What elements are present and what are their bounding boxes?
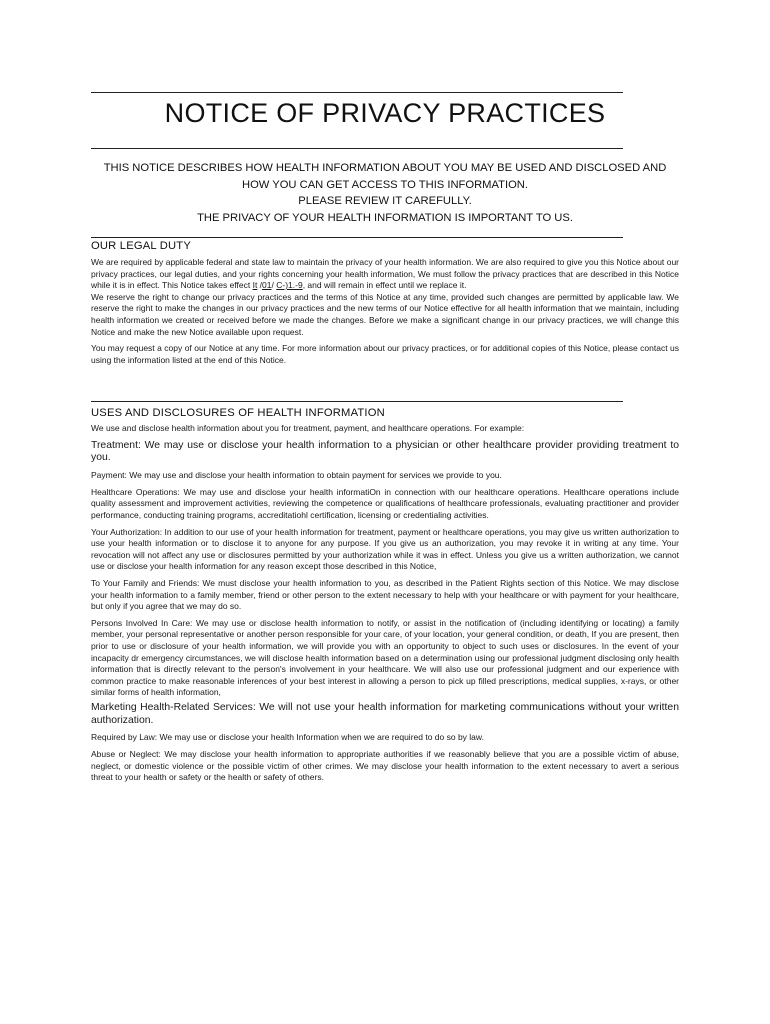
date-separator: /: [257, 280, 263, 291]
effective-date-part-3: C-)1.-9: [276, 280, 303, 291]
intro-line-1: THIS NOTICE DESCRIBES HOW HEALTH INFORMATION ABOUT YOU MAY BE USED AND DISCLOSED AND: [103, 162, 667, 174]
payment-paragraph: Payment: We may use and disclose your health information to obtain payment for services we provide to you.: [91, 470, 502, 481]
legal-duty-paragraph-2: We reserve the right to change our privacy practices and the terms of this Notice at any time, provided such changes are permitted by applicable law. We reserve the right to make the changes in our privacy practices and the new terms of our Notice effective for all health information that we maintain, including health information we created or received before we made the changes. Before we make a significant change in our privacy practices, we will change this Notice and make the new Notice available upon request.: [91, 291, 679, 337]
uses-section: [91, 423, 679, 784]
legal-duty-text-end: , and will remain in effect until we replace it.: [302, 280, 467, 291]
legal-duty-heading: OUR LEGAL DUTY: [91, 240, 191, 252]
legal-duty-paragraph-3: You may request a copy of our Notice at any time. For more information about our privacy practices, or for additional copies of this Notice, please contact us using the information listed at the end of this Notice.: [91, 343, 679, 365]
notice-intro: [70, 160, 700, 226]
required-by-law-paragraph: Required by Law: We may use or disclose your health Information when we are required to do so by law.: [91, 732, 484, 743]
effective-date-part-1: It: [252, 280, 258, 291]
uses-rule: [91, 401, 623, 402]
effective-date-part-2: 01: [262, 280, 272, 291]
legal-duty-rule: [91, 237, 623, 238]
marketing-paragraph: Marketing Health-Related Services: We will not use your health information for marketing communications without your written authorization.: [91, 701, 679, 726]
treatment-paragraph: Treatment: We may use or disclose your health information to a physician or other healthcare provider providing treatment to you.: [91, 439, 679, 464]
uses-intro: We use and disclose health information about you for treatment, payment, and healthcare operations. For example:: [91, 423, 525, 433]
title-underline: [91, 148, 623, 149]
legal-duty-text: We are required by applicable federal and state law to maintain the privacy of your health information. We are also required to give you this Notice about our privacy practices, our legal duties, and your rights concerning your health information, We must follow the privacy practices that are described in this Notice while it is in effect. This Notice takes effect: [91, 257, 679, 291]
date-separator: /: [271, 280, 277, 291]
authorization-paragraph: Your Authorization: In addition to our use of your health information for treatment, payment or healthcare operations, you may give us written authorization to use your health information or to disclose it to anyone for any purpose. If you give us an authorization, you may revoke it in writing at any time. Your revocation will not affect any use or disclosures permitted by your authorization while it was in effect. Unless you give us a written authorization, we cannot use or disclose your health information for any reason except those described in this Notice,: [91, 526, 679, 572]
legal-duty-paragraph-1: [91, 257, 679, 292]
persons-involved-paragraph: Persons Involved In Care: We may use or disclose health information to notify, or assist in the notification of (including identifying or locating) a family member, your personal representative or another person responsible for your care, of your location, your general condition, or death, If you are present, then prior to use or disclosure of your health information, we will provide you with an opportunity to object to such uses or disclosures. In the event of your incapacity dr emergency circumstances, we will disclose health information based on a determination using our professional judgment disclosing only health information that is directly relevant to the person's involvement in your healthcare. We will also use our professional judgment and our experience with common practice to make reasonable inferences of your best interest in allowing a person to pick up filled prescriptions, medical supplies, x-rays, or other similar forms of health information,: [91, 617, 679, 698]
intro-line-4: THE PRIVACY OF YOUR HEALTH INFORMATION IS IMPORTANT TO US.: [197, 211, 573, 224]
family-paragraph: To Your Family and Friends: We must disclose your health information to you, as described in the Patient Rights section of this Notice. We may disclose your health information to a family member, friend or other person to the extent necessary to help with your healthcare or with payment for your healthcare, but only if you agree that we may do so.: [91, 577, 679, 612]
top-rule: [91, 92, 623, 93]
abuse-paragraph: Abuse or Neglect: We may disclose your health information to appropriate authorities if we reasonably believe that you are a possible victim of abuse, neglect, or domestic violence or the possible victim of other crimes. We may disclose your health information to the extent necessary to avert a serious threat to your health or safety or the health or safety of others.: [91, 749, 679, 783]
operations-paragraph: Healthcare Operations: We may use and disclose your health informatiOn in connection with our healthcare operations. Healthcare operations include quality assessment and improvement activities, reviewing the competence or qualifications of healthcare professionals, evaluating practitioner and provider performance, conducting training programs, accreditatiohl certification, licensing or credentialing activities.: [91, 486, 679, 520]
uses-heading: USES AND DISCLOSURES OF HEALTH INFORMATION: [91, 407, 385, 419]
page-title: NOTICE OF PRIVACY PRACTICES: [164, 98, 606, 128]
legal-duty-section: [91, 257, 679, 366]
intro-line-3: PLEASE REVIEW IT CAREFULLY.: [298, 195, 472, 207]
intro-line-2: HOW YOU CAN GET ACCESS TO THIS INFORMATION.: [242, 178, 528, 191]
